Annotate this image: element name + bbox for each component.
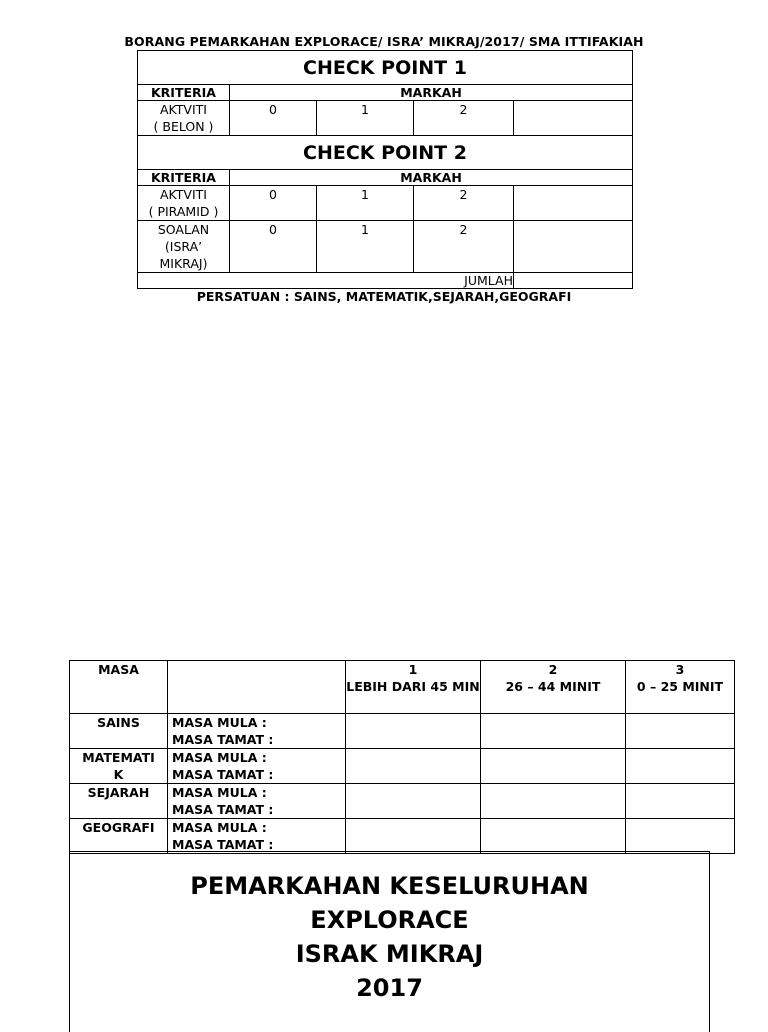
summary-line-3: ISRAK MIKRAJ	[295, 940, 484, 968]
subject-geografi: GEOGRAFI	[70, 819, 168, 854]
level-2-header	[481, 661, 626, 714]
score-cell[interactable]	[626, 819, 735, 854]
score-cell[interactable]	[481, 749, 626, 784]
mark-cell-0: 0	[230, 186, 317, 221]
mark-cell-2: 2	[414, 221, 514, 273]
masa-tamat-label: MASA TAMAT :	[172, 732, 274, 747]
subject-row-matematik	[70, 749, 735, 784]
cp2-markah-header: MARKAH	[230, 170, 633, 186]
activity-line: ( BELON )	[153, 119, 214, 134]
mark-cell-1: 1	[317, 101, 414, 136]
level-number: 3	[675, 662, 685, 677]
level-1-header	[346, 661, 481, 714]
masa-header: MASA	[70, 661, 168, 714]
checkpoint-table	[137, 50, 633, 289]
level-number: 1	[408, 662, 418, 677]
checkpoint-1-title: CHECK POINT 1	[138, 51, 633, 85]
level-desc: 0 – 25 MINIT	[636, 679, 724, 694]
masa-mula-label: MASA MULA :	[172, 715, 267, 730]
jumlah-label: JUMLAH	[138, 273, 514, 289]
level-3-header	[626, 661, 735, 714]
score-cell[interactable]	[514, 221, 633, 273]
mark-cell-2: 2	[414, 186, 514, 221]
summary-line-4: 2017	[356, 974, 423, 1002]
level-desc: 26 – 44 MINIT	[505, 679, 601, 694]
form-title: BORANG PEMARKAHAN EXPLORACE/ ISRA’ MIKRAJ/2017/ SMA ITTIFAKIAH	[124, 34, 644, 49]
activity-line: AKTVITI	[160, 187, 207, 202]
cp2-row-piramid	[138, 186, 633, 221]
cp2-kriteria-header: KRITERIA	[138, 170, 230, 186]
score-cell[interactable]	[346, 819, 481, 854]
cp2-activity-soalan	[138, 221, 230, 273]
masa-mula-label: MASA MULA :	[172, 785, 267, 800]
cp1-kriteria-header: KRITERIA	[138, 85, 230, 101]
score-cell[interactable]	[626, 784, 735, 819]
score-cell[interactable]	[346, 784, 481, 819]
activity-line: SOALAN	[157, 222, 210, 237]
summary-line-1: PEMARKAHAN KESELURUHAN	[190, 872, 589, 900]
mark-cell-0: 0	[230, 101, 317, 136]
cp2-activity-piramid	[138, 186, 230, 221]
masa-times	[168, 819, 346, 854]
mark-cell-0: 0	[230, 221, 317, 273]
summary-box	[69, 851, 710, 1032]
score-cell[interactable]	[626, 749, 735, 784]
level-number: 2	[548, 662, 558, 677]
level-desc: LEBIH DARI 45 MIN	[346, 679, 480, 694]
masa-times	[168, 714, 346, 749]
subject-row-sejarah	[70, 784, 735, 819]
score-cell[interactable]	[514, 101, 633, 136]
subject-matematik	[70, 749, 168, 784]
persatuan-label: PERSATUAN : SAINS, MATEMATIK,SEJARAH,GEOGRAFI	[196, 289, 572, 304]
score-cell[interactable]	[481, 819, 626, 854]
mark-cell-2: 2	[414, 101, 514, 136]
cp1-row-belon	[138, 101, 633, 136]
score-cell[interactable]	[626, 714, 735, 749]
masa-tamat-label: MASA TAMAT :	[172, 802, 274, 817]
cp1-markah-header: MARKAH	[230, 85, 633, 101]
activity-line: ( PIRAMID )	[148, 204, 219, 219]
activity-line: MIKRAJ)	[159, 256, 208, 271]
mark-cell-1: 1	[317, 186, 414, 221]
activity-line: AKTVITI	[160, 102, 207, 117]
masa-times	[168, 749, 346, 784]
masa-times	[168, 784, 346, 819]
checkpoint-2-title: CHECK POINT 2	[138, 136, 633, 170]
masa-mula-label: MASA MULA :	[172, 750, 267, 765]
subject-sejarah: SEJARAH	[70, 784, 168, 819]
cp1-activity-belon	[138, 101, 230, 136]
subject-row-geografi	[70, 819, 735, 854]
masa-blank-header	[168, 661, 346, 714]
score-cell[interactable]	[346, 714, 481, 749]
mark-cell-1: 1	[317, 221, 414, 273]
masa-tamat-label: MASA TAMAT :	[172, 837, 274, 852]
subject-row-sains	[70, 714, 735, 749]
jumlah-cell[interactable]	[514, 273, 633, 289]
activity-line: (ISRA’	[164, 239, 203, 254]
masa-mula-label: MASA MULA :	[172, 820, 267, 835]
masa-table	[69, 660, 735, 854]
score-cell[interactable]	[481, 784, 626, 819]
score-cell[interactable]	[346, 749, 481, 784]
score-cell[interactable]	[481, 714, 626, 749]
cp2-row-soalan	[138, 221, 633, 273]
summary-line-2: EXPLORACE	[310, 906, 469, 934]
score-cell[interactable]	[514, 186, 633, 221]
masa-tamat-label: MASA TAMAT :	[172, 767, 274, 782]
subject-text: MATEMATIK	[82, 750, 155, 782]
subject-sains: SAINS	[70, 714, 168, 749]
